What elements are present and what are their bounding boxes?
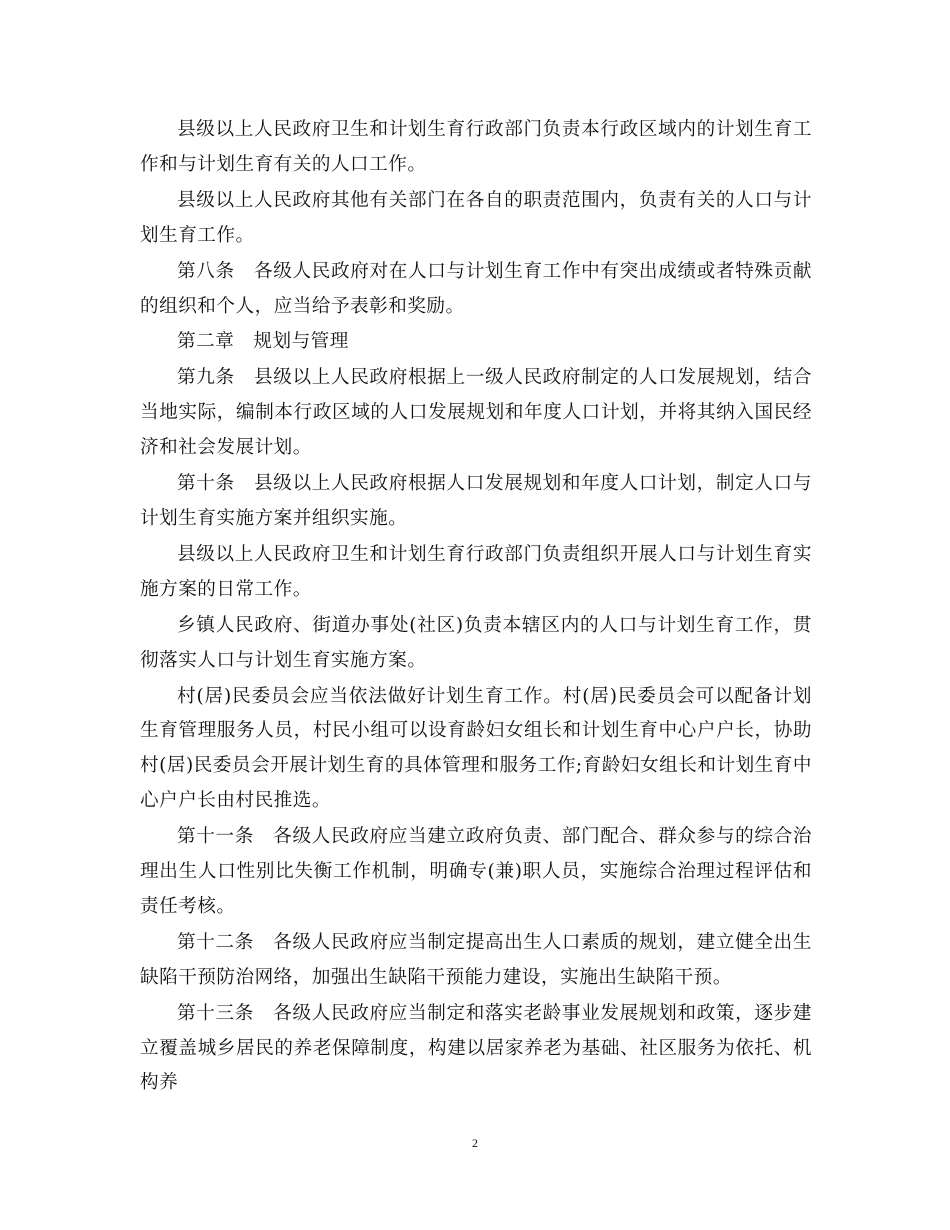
article-10-paragraph: 第十条 县级以上人民政府根据人口发展规划和年度人口计划，制定人口与计划生育实施方案并组织实施。: [140, 473, 812, 529]
paragraph: 乡镇人民政府、街道办事处(社区)负责本辖区内的人口与计划生育工作，贯彻落实人口与计划生育实施方案。: [140, 614, 812, 671]
chapter-2-heading: 第二章 规划与管理: [177, 331, 349, 353]
article-9-paragraph: 第九条 县级以上人民政府根据上一级人民政府制定的人口发展规划，结合当地实际，编制本行政区域的人口发展规划和年度人口计划，并将其纳入国民经济和社会发展计划。: [140, 367, 812, 459]
article-11-paragraph: 第十一条 各级人民政府应当建立政府负责、部门配合、群众参与的综合治理出生人口性别比失衡工作机制，明确专(兼)职人员，实施综合治理过程评估和责任考核。: [140, 826, 812, 917]
page-number: 2: [472, 1136, 478, 1150]
paragraph: 县级以上人民政府卫生和计划生育行政部门负责本行政区域内的计划生育工作和与计划生育有关的人口工作。: [140, 119, 812, 175]
article-12-paragraph: 第十二条 各级人民政府应当制定提高出生人口素质的规划，建立健全出生缺陷干预防治网络，加强出生缺陷干预能力建设，实施出生缺陷干预。: [140, 931, 812, 988]
paragraph: 县级以上人民政府其他有关部门在各自的职责范围内，负责有关的人口与计划生育工作。: [140, 189, 812, 246]
paragraph: 村(居)民委员会应当依法做好计划生育工作。村(居)民委员会可以配备计划生育管理服务人员，村民小组可以设育龄妇女组长和计划生育中心户户长，协助村(居)民委员会开展计划生育的具体管理和服务工作;育龄妇女组长和计划生育中心户户长由村民推选。: [140, 685, 812, 812]
article-8-paragraph: 第八条 各级人民政府对在人口与计划生育工作中有突出成绩或者特殊贡献的组织和个人，应当给予表彰和奖励。: [140, 260, 812, 317]
article-13-paragraph: 第十三条 各级人民政府应当制定和落实老龄事业发展规划和政策，逐步建立覆盖城乡居民的养老保障制度，构建以居家养老为基础、社区服务为依托、机构养: [140, 1002, 812, 1094]
document-body: [140, 113, 812, 1102]
paragraph: 县级以上人民政府卫生和计划生育行政部门负责组织开展人口与计划生育实施方案的日常工作。: [140, 543, 812, 600]
